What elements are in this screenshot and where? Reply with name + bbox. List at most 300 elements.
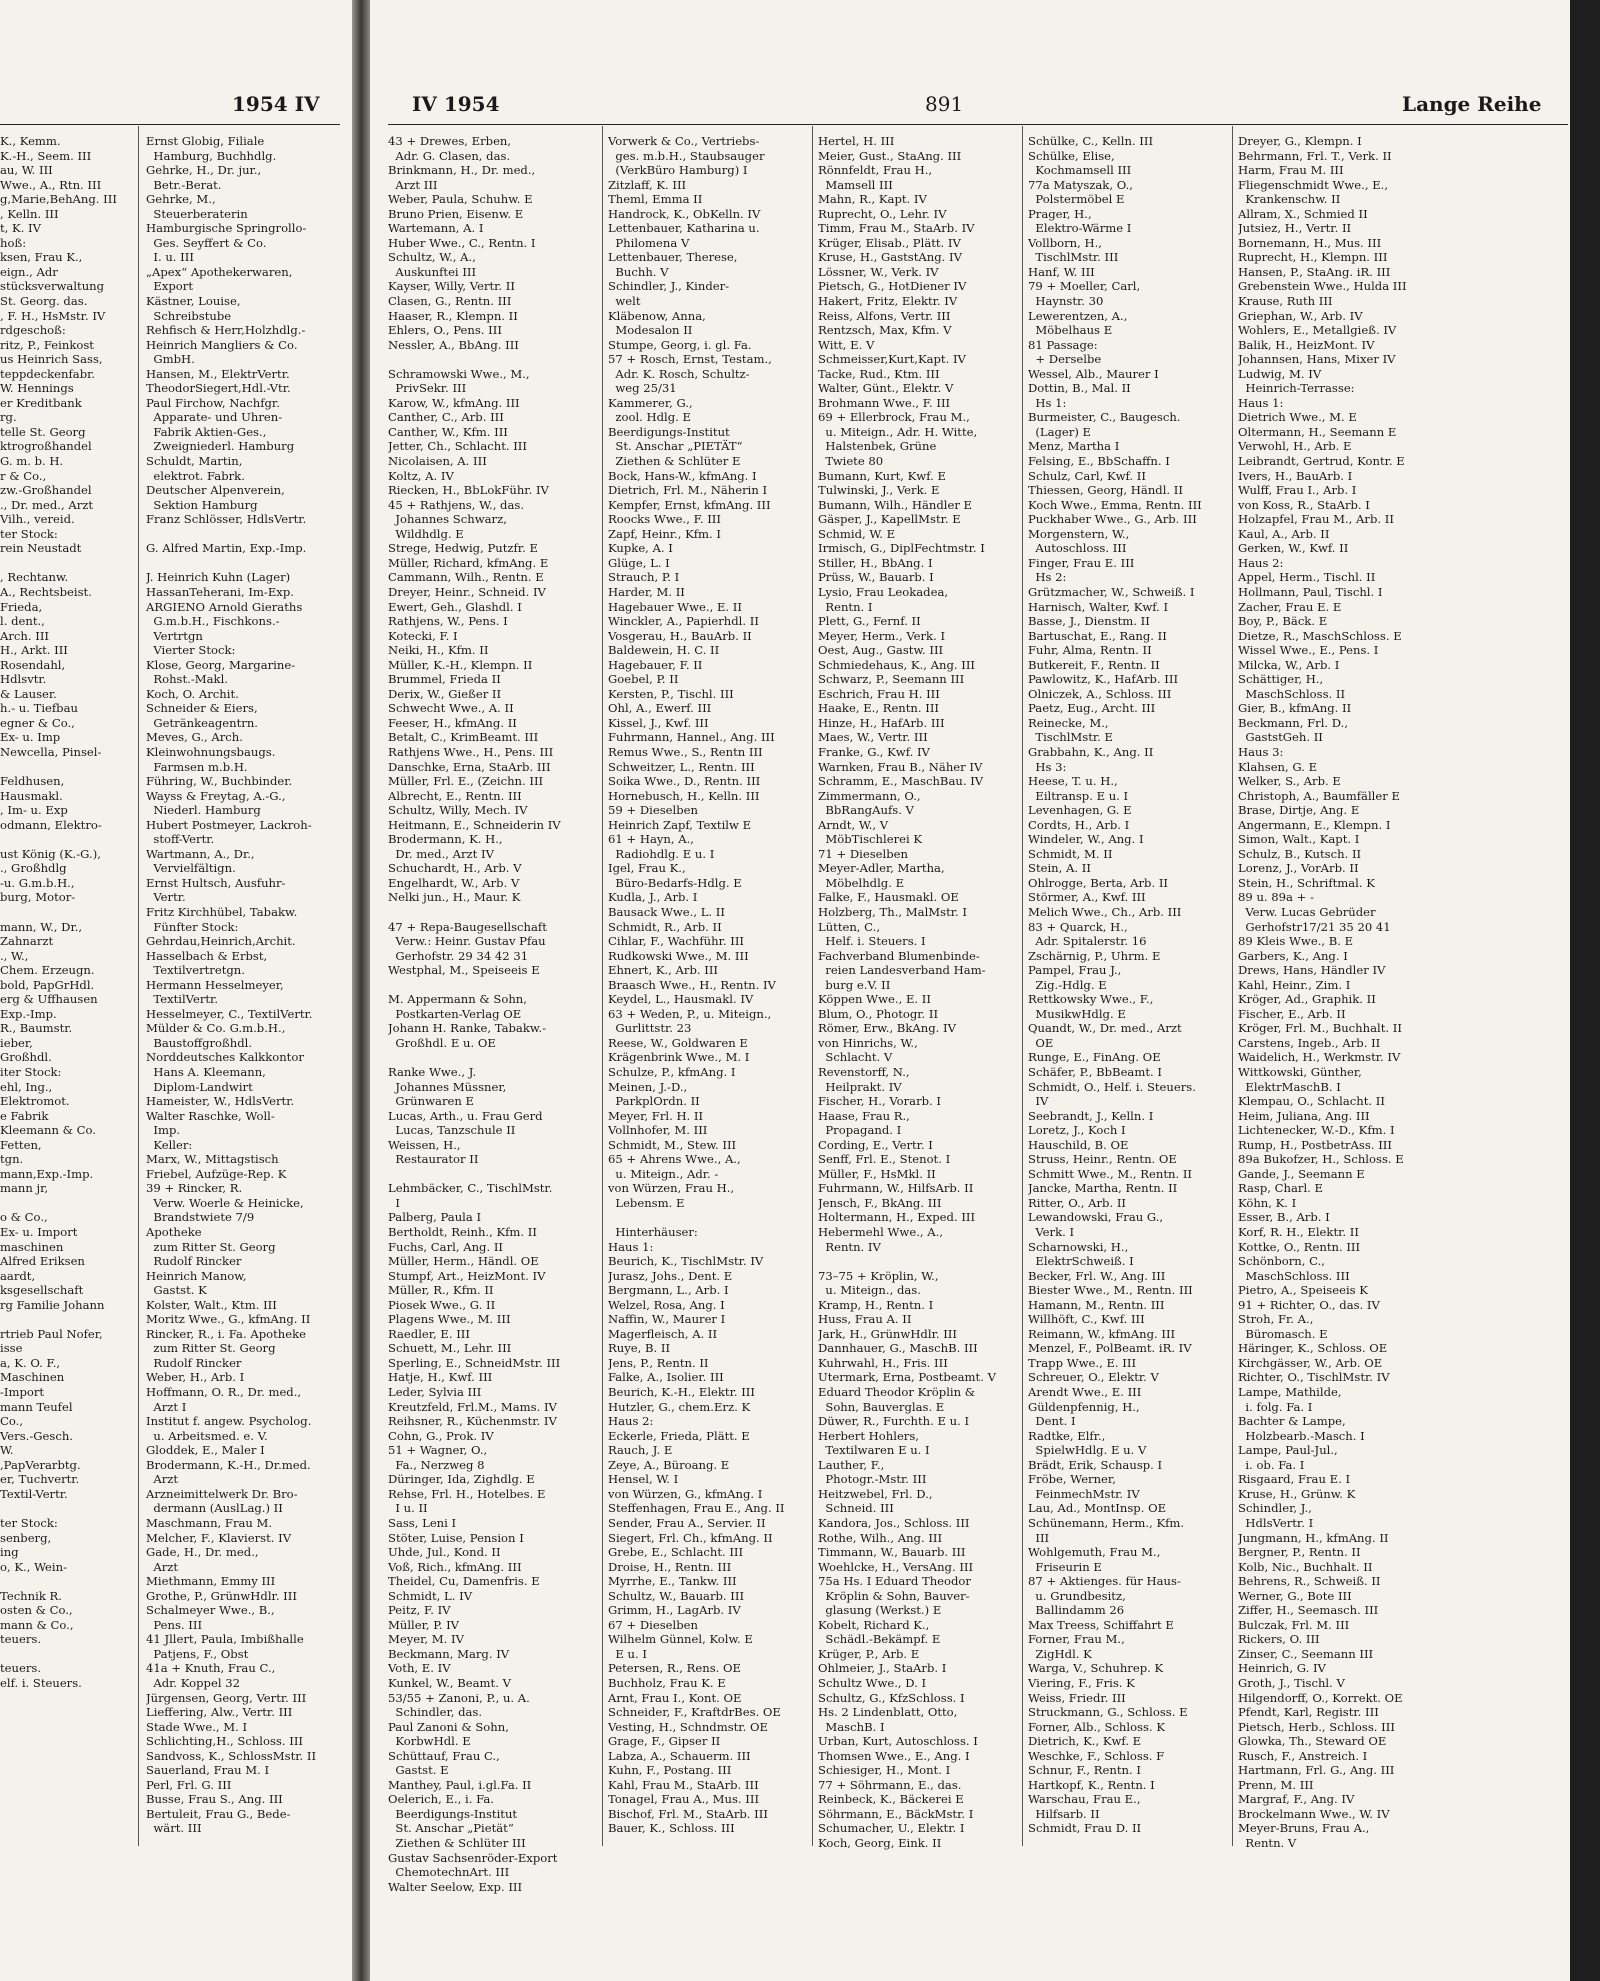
directory-entry: senberg, bbox=[0, 1530, 52, 1545]
directory-entry: Forner, Alb., Schloss. K bbox=[1028, 1719, 1165, 1734]
directory-entry: 47 + Repa-Baugesellschaft bbox=[388, 919, 547, 934]
directory-entry: Schülke, Elise, bbox=[1028, 148, 1115, 163]
directory-entry: Radtke, Elfr., bbox=[1028, 1428, 1106, 1443]
directory-entry: Heinrich-Terrasse: bbox=[1238, 381, 1355, 396]
directory-entry: Schwecht Wwe., A. II bbox=[388, 701, 514, 716]
directory-entry: Handrock, K., ObKelln. IV bbox=[608, 206, 761, 221]
directory-entry: Lebensm. E bbox=[608, 1195, 685, 1210]
directory-entry: Neiki, H., Kfm. II bbox=[388, 643, 489, 658]
directory-entry: Meyer, M. IV bbox=[388, 1632, 464, 1647]
directory-entry: Müller, R., Kfm. II bbox=[388, 1283, 494, 1298]
directory-entry: 41a + Knuth, Frau C., bbox=[146, 1661, 276, 1676]
directory-entry: Bertuleit, Frau G., Bede- bbox=[146, 1806, 291, 1821]
directory-entry: Meyer-Bruns, Frau A., bbox=[1238, 1821, 1370, 1836]
directory-entry: Helf. i. Steuers. I bbox=[818, 934, 926, 949]
directory-entry: Schultz, W., Bauarb. III bbox=[608, 1588, 745, 1603]
directory-entry: Vollborn, H., bbox=[1028, 235, 1102, 250]
directory-entry: Heim, Juliana, Ang. III bbox=[1238, 1108, 1370, 1123]
directory-entry: 65 + Ahrens Wwe., A., bbox=[608, 1152, 741, 1167]
directory-entry: K.-H., Seem. III bbox=[0, 148, 92, 163]
directory-entry: St. Anschar „Pietät“ bbox=[388, 1821, 514, 1836]
directory-entry: Hilfsarb. II bbox=[1028, 1806, 1100, 1821]
directory-entry: Dreyer, Heinr., Schneid. IV bbox=[388, 584, 546, 599]
directory-entry: Buchh. V bbox=[608, 264, 669, 279]
directory-entry: Schneider & Eiers, bbox=[146, 701, 258, 716]
directory-entry: Schmiedehaus, K., Ang. III bbox=[818, 657, 976, 672]
directory-entry: ChemotechnArt. III bbox=[388, 1865, 510, 1880]
directory-entry: Stroh, Fr. A., bbox=[1238, 1312, 1314, 1327]
directory-entry: Piosek Wwe., G. II bbox=[388, 1297, 496, 1312]
directory-entry: u. Miteign., Adr. - bbox=[608, 1166, 719, 1181]
directory-entry: Fetten, bbox=[0, 1137, 42, 1152]
directory-entry: Textilvertretgn. bbox=[146, 963, 245, 978]
directory-entry: Drews, Hans, Händler IV bbox=[1238, 963, 1386, 978]
directory-entry: ter Stock: bbox=[0, 526, 58, 541]
directory-entry: Schmidt, R., Arb. II bbox=[608, 919, 722, 934]
directory-entry: Köppen Wwe., E. II bbox=[818, 992, 931, 1007]
directory-entry: Eckerle, Frieda, Plätt. E bbox=[608, 1428, 750, 1443]
directory-entry: Schlacht. V bbox=[818, 1050, 893, 1065]
directory-entry: Schulz, Carl, Kwf. II bbox=[1028, 468, 1146, 483]
directory-entry: ZigHdl. K bbox=[1028, 1646, 1092, 1661]
directory-entry: Wartmann, A., Dr., bbox=[146, 846, 255, 861]
directory-entry: Vervielfältign. bbox=[146, 861, 236, 876]
directory-entry: elf. i. Steuers. bbox=[0, 1675, 82, 1690]
directory-entry: Strauch, P. I bbox=[608, 570, 680, 585]
directory-entry: Meyer-Adler, Martha, bbox=[818, 861, 945, 876]
directory-entry: Schulze, P., kfmAng. I bbox=[608, 1065, 736, 1079]
directory-entry: Rudolf Rincker bbox=[146, 1355, 242, 1370]
directory-entry: Biester Wwe., M., Rentn. III bbox=[1028, 1283, 1193, 1298]
directory-entry: Vorwerk & Co., Vertriebs- bbox=[608, 134, 760, 148]
directory-entry: HassanTeherani, Im-Exp. bbox=[146, 584, 294, 599]
directory-entry: Brinkmann, H., Dr. med., bbox=[388, 163, 536, 178]
directory-entry: Feldhusen, bbox=[0, 774, 65, 789]
directory-entry: Düringer, Ida, Zighdlg. E bbox=[388, 1472, 535, 1487]
directory-entry: 91 + Richter, O., das. IV bbox=[1238, 1297, 1380, 1312]
directory-entry: Beckmann, Frl. D., bbox=[1238, 715, 1349, 730]
directory-entry: rdgeschoß: bbox=[0, 323, 66, 338]
directory-entry: Heilprakt. IV bbox=[818, 1079, 902, 1094]
directory-entry: Wittkowski, Günther, bbox=[1238, 1065, 1362, 1079]
directory-entry: -Import bbox=[0, 1385, 45, 1400]
directory-entry: Heinrich Manow, bbox=[146, 1268, 247, 1283]
directory-entry: welt bbox=[608, 294, 641, 309]
directory-entry: Buchholz, Frau K. E bbox=[608, 1675, 726, 1690]
directory-entry: Winckler, A., Papierhdl. II bbox=[608, 614, 759, 629]
directory-entry: Großhdl. E u. OE bbox=[388, 1035, 496, 1050]
directory-entry: Welker, S., Arb. E bbox=[1238, 774, 1341, 789]
directory-entry: M. Appermann & Sohn, bbox=[388, 992, 527, 1007]
directory-entry: Oltermann, H., Seemann E bbox=[1238, 424, 1397, 439]
directory-entry: zw.-Großhandel bbox=[0, 483, 92, 498]
directory-entry: Dannhauer, G., MaschB. III bbox=[818, 1341, 978, 1356]
directory-entry: Scharnowski, H., bbox=[1028, 1239, 1129, 1254]
directory-entry: Holzbearb.-Masch. I bbox=[1238, 1428, 1365, 1443]
directory-entry: Koch, Georg, Eink. II bbox=[818, 1835, 942, 1850]
directory-entry: Wohlers, E., Metallgieß. IV bbox=[1238, 323, 1397, 338]
directory-entry: Export bbox=[146, 279, 193, 294]
directory-entry: Melich Wwe., Ch., Arb. III bbox=[1028, 904, 1182, 919]
directory-entry: Imp. bbox=[146, 1123, 181, 1138]
directory-entry: u. Miteign., Adr. H. Witte, bbox=[818, 424, 978, 439]
directory-entry: Wwe., A., Rtn. III bbox=[0, 177, 102, 192]
running-head: Lange Reihe bbox=[1402, 92, 1542, 116]
directory-entry: Kahl, Frau M., StaArb. III bbox=[608, 1777, 759, 1792]
directory-entry: Hs 1: bbox=[1028, 395, 1067, 410]
directory-entry: Mahn, R., Kapt. IV bbox=[818, 192, 927, 207]
directory-entry: Farmsen m.b.H. bbox=[146, 759, 248, 774]
directory-entry: 67 + Dieselben bbox=[608, 1617, 698, 1632]
directory-entry: Lichtenecker, W.-D., Kfm. I bbox=[1238, 1123, 1395, 1138]
directory-entry: Fünfter Stock: bbox=[146, 919, 239, 934]
directory-entry: Rasp, Charl. E bbox=[1238, 1181, 1323, 1196]
directory-entry: Arzt I bbox=[146, 1399, 187, 1414]
directory-entry: l. dent., bbox=[0, 614, 45, 629]
directory-entry: Bischof, Frl. M., StaArb. III bbox=[608, 1806, 768, 1821]
directory-entry: Kayser, Willy, Vertr. II bbox=[388, 279, 515, 294]
directory-entry: Oelerich, E., i. Fa. bbox=[388, 1792, 494, 1807]
directory-entry: Ranke Wwe., J. bbox=[388, 1065, 477, 1079]
directory-entry: Philomena V bbox=[608, 235, 690, 250]
directory-entry: Welzel, Rosa, Ang. I bbox=[608, 1297, 725, 1312]
directory-entry: Hertel, H. III bbox=[818, 134, 895, 148]
directory-entry: Bausack Wwe., L. II bbox=[608, 904, 725, 919]
directory-entry: Ruprecht, H., Klempn. III bbox=[1238, 250, 1388, 265]
directory-entry: Lütten, C., bbox=[818, 919, 881, 934]
directory-entry: Rehse, Frl. H., Hotelbes. E bbox=[388, 1486, 546, 1501]
directory-entry: Koltz, A. IV bbox=[388, 468, 454, 483]
directory-entry: Gande, J., Seemann E bbox=[1238, 1166, 1365, 1181]
directory-entry: Viering, F., Fris. K bbox=[1028, 1675, 1135, 1690]
right-column-2 bbox=[608, 134, 808, 1836]
directory-entry: Seebrandt, J., Kelln. I bbox=[1028, 1108, 1154, 1123]
directory-entry: 73–75 + Kröplin, W., bbox=[818, 1268, 939, 1283]
directory-entry: h.- u. Tiefbau bbox=[0, 701, 78, 716]
directory-entry: (Lager) E bbox=[1028, 424, 1092, 439]
directory-entry: Gäsper, J., KapellMstr. E bbox=[818, 512, 961, 527]
directory-entry: Paul Firchow, Nachfgr. bbox=[146, 395, 280, 410]
right-column-3 bbox=[818, 134, 1018, 1851]
directory-entry: Zweigniederl. Hamburg bbox=[146, 439, 295, 454]
directory-entry: 45 + Rathjens, W., das. bbox=[388, 497, 525, 512]
right-column-1 bbox=[388, 134, 598, 1894]
directory-entry: , F. H., HsMstr. IV bbox=[0, 308, 106, 323]
directory-entry: Pietsch, Herb., Schloss. III bbox=[1238, 1719, 1395, 1734]
directory-entry: Zapf, Heinr., Kfm. I bbox=[608, 526, 722, 541]
directory-entry: Behrens, R., Schweiß. II bbox=[1238, 1574, 1381, 1589]
directory-entry: Schramowski Wwe., M., bbox=[388, 366, 530, 381]
right-column-5 bbox=[1238, 134, 1443, 1851]
column-divider bbox=[138, 126, 139, 1846]
directory-entry: erg & Uffhausen bbox=[0, 992, 98, 1007]
directory-entry: Maschinen bbox=[0, 1370, 65, 1385]
left-page-header: 1954 IV bbox=[232, 92, 320, 116]
directory-entry: glasung (Werkst.) E bbox=[818, 1603, 942, 1618]
directory-entry: Lampe, Mathilde, bbox=[1238, 1385, 1342, 1400]
directory-entry: odmann, Elektro- bbox=[0, 817, 102, 832]
directory-entry: Hubert Postmeyer, Lackroh- bbox=[146, 817, 312, 832]
directory-entry: Elektro-Wärme I bbox=[1028, 221, 1132, 236]
directory-entry: Forner, Frau M., bbox=[1028, 1632, 1125, 1647]
directory-entry: Baustoffgroßhdl. bbox=[146, 1035, 253, 1050]
directory-entry: Harm, Frau M. III bbox=[1238, 163, 1344, 178]
directory-entry: Simon, Walt., Kapt. I bbox=[1238, 832, 1360, 847]
directory-entry: Dent. I bbox=[1028, 1414, 1076, 1429]
directory-entry: Menzel, F., PolBeamt. iR. IV bbox=[1028, 1341, 1192, 1356]
directory-entry: 53/55 + Zanoni, P., u. A. bbox=[388, 1690, 530, 1705]
directory-entry: au, W. III bbox=[0, 163, 53, 178]
directory-entry: Stöter, Luise, Pension I bbox=[388, 1530, 524, 1545]
directory-entry: Polstermöbel E bbox=[1028, 192, 1125, 207]
directory-entry: Rettkowsky Wwe., F., bbox=[1028, 992, 1154, 1007]
directory-entry: Gier, B., kfmAng. II bbox=[1238, 701, 1352, 716]
directory-entry: Miethmann, Emmy III bbox=[146, 1574, 276, 1589]
directory-entry: BbRangAufs. V bbox=[818, 803, 914, 818]
directory-entry: Dottin, B., Mal. II bbox=[1028, 381, 1131, 396]
directory-entry: Hanf, W. III bbox=[1028, 264, 1095, 279]
directory-entry: Beerdigungs-Institut bbox=[608, 424, 730, 439]
directory-entry: Kramp, H., Rentn. I bbox=[818, 1297, 934, 1312]
directory-entry: Glowka, Th., Steward OE bbox=[1238, 1734, 1387, 1749]
directory-entry: Lehmbäcker, C., TischlMstr. bbox=[388, 1181, 553, 1196]
directory-entry: Siegert, Frl. Ch., kfmAng. II bbox=[608, 1530, 773, 1545]
directory-entry: Vertrtgn bbox=[146, 628, 203, 643]
directory-entry: Heinrich Mangliers & Co. bbox=[146, 337, 298, 352]
directory-entry: TextilVertr. bbox=[146, 992, 219, 1007]
directory-entry: Ziffer, H., Seemasch. III bbox=[1238, 1603, 1379, 1618]
directory-entry: Fuhr, Alma, Rentn. II bbox=[1028, 643, 1152, 658]
directory-entry: Trapp Wwe., E. III bbox=[1028, 1355, 1137, 1370]
directory-entry: Lucas, Tanzschule II bbox=[388, 1123, 516, 1138]
directory-entry: Labza, A., Schauerm. III bbox=[608, 1748, 751, 1763]
directory-entry: Fritz Kirchhübel, Tabakw. bbox=[146, 904, 298, 919]
directory-entry: Haus 1: bbox=[608, 1239, 654, 1254]
directory-entry: a, K. O. F., bbox=[0, 1355, 61, 1370]
directory-entry: Westphal, M., Speiseeis E bbox=[388, 963, 540, 978]
directory-entry: FeinmechMstr. IV bbox=[1028, 1486, 1140, 1501]
directory-entry: TheodorSiegert,Hdl.-Vtr. bbox=[146, 381, 291, 396]
directory-entry: mann jr, bbox=[0, 1181, 49, 1196]
directory-entry: Kupke, A. I bbox=[608, 541, 673, 556]
directory-entry: Hauschild, B. OE bbox=[1028, 1137, 1129, 1152]
directory-entry: Weber, H., Arb. I bbox=[146, 1370, 245, 1385]
directory-entry: Chem. Erzeugn. bbox=[0, 963, 95, 978]
directory-entry: Lewerentzen, A., bbox=[1028, 308, 1128, 323]
directory-entry: Bertholdt, Reinh., Kfm. II bbox=[388, 1225, 537, 1240]
directory-entry: Grage, F., Gipser II bbox=[608, 1734, 721, 1749]
directory-entry: Hameister, W., HdlsVertr. bbox=[146, 1094, 295, 1109]
directory-entry: Menz, Martha I bbox=[1028, 439, 1120, 454]
directory-entry: Schultz, W., A., bbox=[388, 250, 476, 265]
directory-entry: Haus 1: bbox=[1238, 395, 1284, 410]
directory-entry: Schmidt, M., Stew. III bbox=[608, 1137, 737, 1152]
directory-entry: W. Hennings bbox=[0, 381, 74, 396]
directory-entry: Kunkel, W., Beamt. V bbox=[388, 1675, 511, 1690]
directory-entry: Karow, W., kfmAng. III bbox=[388, 395, 520, 410]
directory-entry: Franz Schlösser, HdlsVertr. bbox=[146, 512, 307, 527]
directory-entry: Kaul, A., Arb. II bbox=[1238, 526, 1330, 541]
directory-entry: Heinrich Zapf, Textilw E bbox=[608, 817, 752, 832]
directory-entry: St. Anschar „PIETÄT“ bbox=[608, 439, 743, 454]
directory-entry: Rauch, J. E bbox=[608, 1443, 673, 1458]
directory-entry: ksen, Frau K., bbox=[0, 250, 83, 265]
left-page bbox=[0, 0, 352, 1981]
directory-entry: A., Rechtsbeist. bbox=[0, 584, 92, 599]
directory-entry: Wartemann, A. I bbox=[388, 221, 484, 236]
directory-entry: Grothe, P., GrünwHdlr. III bbox=[146, 1588, 297, 1603]
directory-entry: Fachverband Blumenbinde- bbox=[818, 948, 980, 963]
directory-entry: Naffin, W., Maurer I bbox=[608, 1312, 726, 1327]
directory-entry: Dietrich, Frl. M., Näherin I bbox=[608, 483, 768, 498]
directory-entry: I u. II bbox=[388, 1501, 428, 1516]
directory-entry: Führing, W., Buchbinder. bbox=[146, 774, 293, 789]
directory-entry: Prager, H., bbox=[1028, 206, 1092, 221]
directory-entry: Willhöft, C., Kwf. III bbox=[1028, 1312, 1145, 1327]
directory-entry: Stumpf, Art., HeizMont. IV bbox=[388, 1268, 546, 1283]
directory-entry: Eiltransp. E u. I bbox=[1028, 788, 1129, 803]
directory-entry: Verw. Lucas Gebrüder bbox=[1238, 904, 1376, 919]
directory-entry: Großhdl. bbox=[0, 1050, 52, 1065]
directory-entry: g,Marie,BehAng. III bbox=[0, 192, 117, 207]
directory-entry: (VerkBüro Hamburg) I bbox=[608, 163, 748, 178]
directory-entry: Ziethen & Schlüter E bbox=[608, 454, 741, 469]
directory-entry: Struss, Heinr., Rentn. OE bbox=[1028, 1152, 1177, 1167]
directory-entry: 89 u. 89a + - bbox=[1238, 890, 1314, 905]
directory-entry: Harnisch, Walter, Kwf. I bbox=[1028, 599, 1169, 614]
directory-entry: Pietro, A., Speiseeis K bbox=[1238, 1283, 1368, 1298]
directory-entry: Fa., Nerzweg 8 bbox=[388, 1457, 485, 1472]
directory-entry: ust König (K.-G.), bbox=[0, 846, 101, 861]
directory-entry: Zinser, C., Seemann III bbox=[1238, 1646, 1374, 1661]
directory-entry: Hansen, M., ElektrVertr. bbox=[146, 366, 290, 381]
directory-entry: Schiesiger, H., Mont. I bbox=[818, 1763, 951, 1778]
directory-entry: Koch Wwe., Emma, Rentn. III bbox=[1028, 497, 1202, 512]
directory-entry: Diplom-Landwirt bbox=[146, 1079, 253, 1094]
directory-entry: Restaurator II bbox=[388, 1152, 479, 1167]
directory-entry: Schnur, F., Rentn. I bbox=[1028, 1763, 1141, 1778]
directory-entry bbox=[388, 1167, 598, 1182]
directory-entry: Lau, Ad., MontInsp. OE bbox=[1028, 1501, 1167, 1516]
directory-entry: ksgesellschaft bbox=[0, 1283, 84, 1298]
directory-entry: Hebermehl Wwe., A., bbox=[818, 1225, 944, 1240]
directory-entry: Jens, P., Rentn. II bbox=[608, 1355, 709, 1370]
directory-entry: Jensch, F., BkAng. III bbox=[818, 1195, 942, 1210]
directory-entry: Arnt, Frau I., Kont. OE bbox=[608, 1690, 742, 1705]
directory-entry: K., Kemm. bbox=[0, 134, 61, 148]
directory-entry: Arndt, W., V bbox=[818, 817, 889, 832]
directory-entry: Grebenstein Wwe., Hulda III bbox=[1238, 279, 1407, 294]
directory-entry: elektrot. Fabrk. bbox=[146, 468, 245, 483]
directory-entry: Schulz, B., Kutsch. II bbox=[1238, 846, 1362, 861]
directory-entry: ehl, Ing., bbox=[0, 1079, 53, 1094]
directory-entry: Levenhagen, G. E bbox=[1028, 803, 1132, 818]
directory-entry: Hans A. Kleemann, bbox=[146, 1065, 266, 1079]
directory-entry: Kersten, P., Tischl. III bbox=[608, 686, 734, 701]
directory-entry: Appel, Herm., Tischl. II bbox=[1238, 570, 1376, 585]
directory-entry: Sperling, E., SchneidMstr. III bbox=[388, 1355, 561, 1370]
directory-entry: Beerdigungs-Institut bbox=[388, 1806, 518, 1821]
directory-entry: teppdeckenfabr. bbox=[0, 366, 96, 381]
directory-entry: 87 + Aktienges. für Haus- bbox=[1028, 1574, 1181, 1589]
directory-entry: Falke, A., Isolier. III bbox=[608, 1370, 724, 1385]
directory-entry: Hamann, M., Rentn. III bbox=[1028, 1297, 1165, 1312]
directory-entry: Stein, A. II bbox=[1028, 861, 1091, 876]
directory-entry: Textilwaren E u. I bbox=[818, 1443, 930, 1458]
directory-entry: St. Georg. das. bbox=[0, 294, 88, 309]
directory-entry: Beurich, K., TischlMstr. IV bbox=[608, 1254, 764, 1269]
directory-entry: Klempau, O., Schlacht. II bbox=[1238, 1094, 1385, 1109]
directory-entry: Hagebauer Wwe., E. II bbox=[608, 599, 742, 614]
left-header-rule bbox=[0, 124, 340, 125]
directory-entry: Plagens Wwe., M. III bbox=[388, 1312, 511, 1327]
directory-entry: , Rechtanw. bbox=[0, 570, 69, 585]
directory-entry: Oest, Aug., Gastw. III bbox=[818, 643, 944, 658]
directory-entry bbox=[0, 1196, 132, 1211]
directory-entry: Adr. G. Clasen, das. bbox=[388, 148, 511, 163]
directory-entry: von Hinrichs, W., bbox=[818, 1035, 918, 1050]
directory-entry: Fabrik Aktien-Ges., bbox=[146, 424, 267, 439]
directory-entry: Schultz, Willy, Mech. IV bbox=[388, 803, 528, 818]
directory-entry: Brodermann, K.-H., Dr.med. bbox=[146, 1457, 311, 1472]
book-gutter bbox=[352, 0, 370, 1981]
directory-entry: Brummel, Frieda II bbox=[388, 672, 501, 687]
directory-entry: Sohn, Bauverglas. E bbox=[818, 1399, 945, 1414]
directory-entry: Sandvoss, K., SchlossMstr. II bbox=[146, 1748, 317, 1763]
directory-entry: Steffenhagen, Frau E., Ang. II bbox=[608, 1501, 785, 1516]
directory-entry: Rentn. I bbox=[818, 599, 873, 614]
directory-entry: Ex- u. Import bbox=[0, 1225, 78, 1240]
directory-entry: Hansen, P., StaAng. iR. III bbox=[1238, 264, 1391, 279]
directory-entry: Kröger, Ad., Graphik. II bbox=[1238, 992, 1376, 1007]
directory-entry: Ernst Hultsch, Ausfuhr- bbox=[146, 875, 286, 890]
directory-entry: MaschSchloss. III bbox=[1238, 1268, 1350, 1283]
directory-entry: Ohlmeier, J., StaArb. I bbox=[818, 1661, 947, 1676]
directory-entry: Wessel, Alb., Maurer I bbox=[1028, 366, 1159, 381]
directory-entry: Römer, Erw., BkAng. IV bbox=[818, 1021, 956, 1036]
directory-entry: Raedler, E. III bbox=[388, 1326, 470, 1341]
directory-entry: Hakert, Fritz, Elektr. IV bbox=[818, 294, 958, 309]
directory-entry: Weschke, F., Schloss. F bbox=[1028, 1748, 1165, 1763]
directory-entry: Kleemann & Co. bbox=[0, 1123, 96, 1138]
directory-entry: Friebel, Aufzüge-Rep. K bbox=[146, 1166, 287, 1181]
directory-entry: Jungmann, H., kfmAng. II bbox=[1238, 1530, 1389, 1545]
directory-entry: zum Ritter St. Georg bbox=[146, 1341, 276, 1356]
directory-entry: Timm, Frau M., StaArb. IV bbox=[818, 221, 975, 236]
directory-entry: Söhrmann, E., BäckMstr. I bbox=[818, 1806, 974, 1821]
directory-entry: Johannsen, Hans, Mixer IV bbox=[1238, 352, 1396, 367]
column-divider bbox=[602, 126, 603, 1846]
directory-entry bbox=[0, 1574, 132, 1589]
directory-entry: egner & Co., bbox=[0, 715, 75, 730]
directory-entry: Fröbe, Werner, bbox=[1028, 1472, 1116, 1487]
directory-entry: Ruye, B. II bbox=[608, 1341, 671, 1356]
directory-entry: mann,Exp.-Imp. bbox=[0, 1166, 94, 1181]
directory-entry: burg, Motor- bbox=[0, 890, 76, 905]
directory-entry: Finger, Frau E. III bbox=[1028, 555, 1135, 570]
directory-entry: Sauerland, Frau M. I bbox=[146, 1763, 270, 1778]
directory-entry: Theml, Emma II bbox=[608, 192, 703, 207]
directory-entry: Kotecki, F. I bbox=[388, 628, 458, 643]
directory-entry: Hartmann, Frl. G., Ang. III bbox=[1238, 1763, 1395, 1778]
directory-entry bbox=[0, 760, 132, 775]
directory-entry: Zeye, A., Büroang. E bbox=[608, 1457, 730, 1472]
directory-entry: Betr.-Berat. bbox=[146, 177, 222, 192]
directory-entry: Hollmann, Paul, Tischl. I bbox=[1238, 584, 1383, 599]
directory-entry: ., W., bbox=[0, 948, 29, 963]
directory-entry: Lettenbauer, Therese, bbox=[608, 250, 738, 265]
directory-entry bbox=[388, 905, 598, 920]
